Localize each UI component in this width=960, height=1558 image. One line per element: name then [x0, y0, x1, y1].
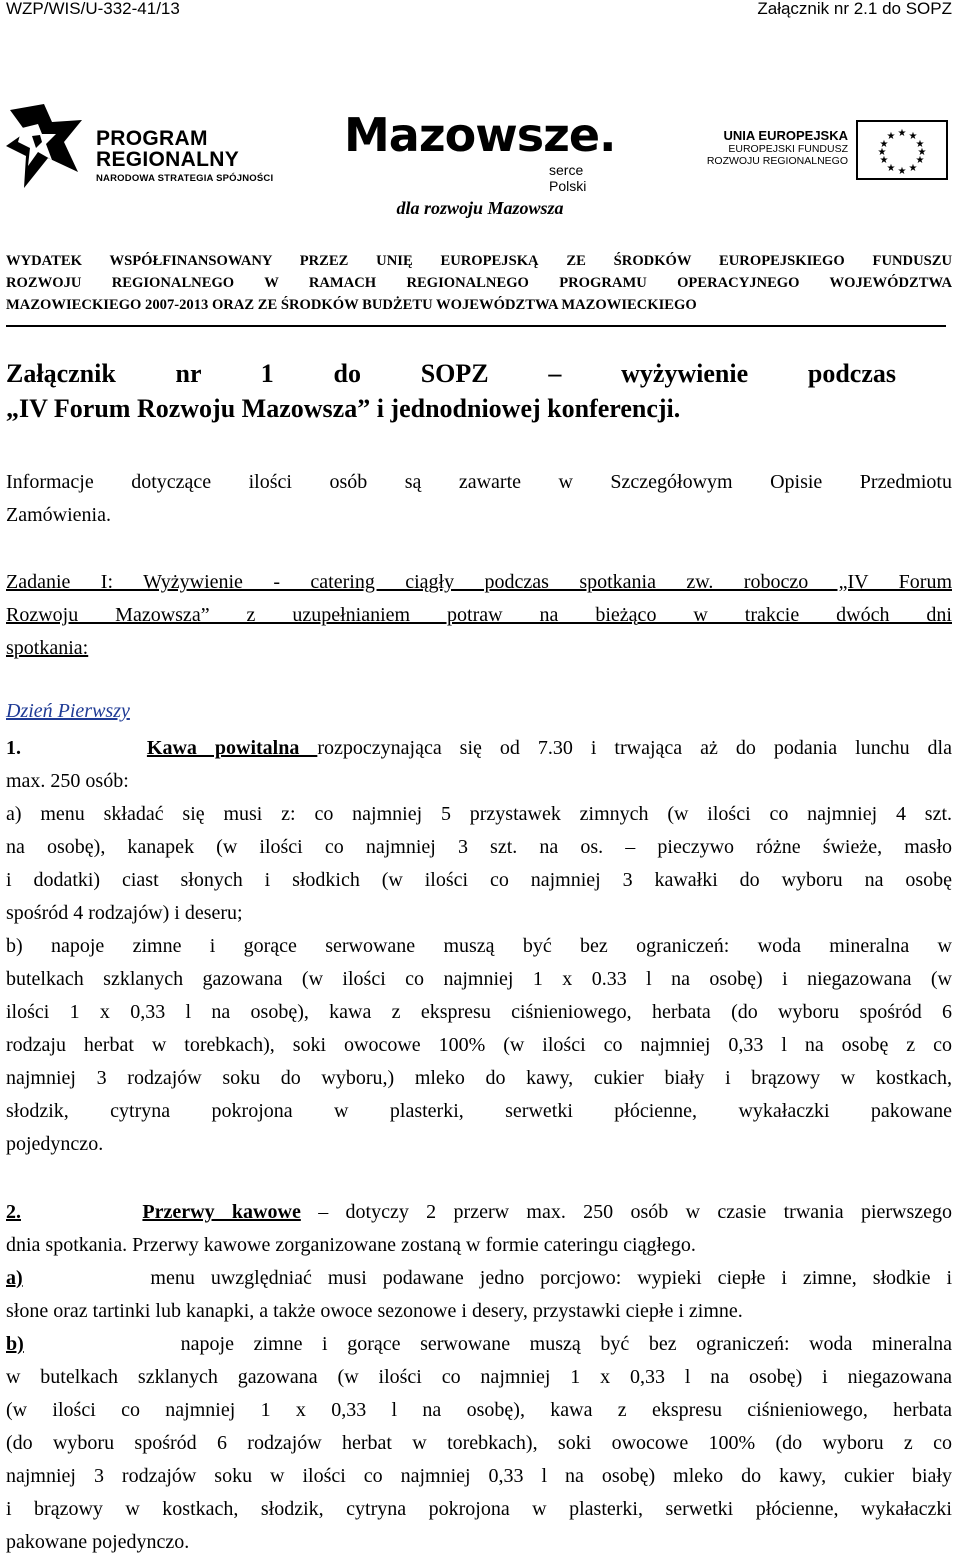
divider — [6, 325, 946, 327]
list-item-b: b) napoje zimne i gorące serwowane muszą być bez ograniczeń: woda mineralna w — [6, 935, 952, 957]
svg-text:★: ★ — [908, 131, 918, 142]
svg-text:★: ★ — [915, 155, 925, 166]
svg-text:★: ★ — [879, 155, 889, 166]
logo-bar — [4, 98, 956, 194]
program-regionalny-text: PROGRAM REGIONALNY NARODOWA STRATEGIA SPÓJNOŚCI — [96, 127, 274, 184]
mazowsze-logo — [344, 108, 616, 194]
svg-text:★: ★ — [908, 163, 918, 174]
svg-text:★: ★ — [886, 131, 896, 142]
svg-text:★: ★ — [917, 147, 927, 158]
program-regionalny-emblem-icon — [4, 102, 88, 192]
document-title: Załącznik nr 1 do SOPZ – wyżywienie podczas „IV Forum Rozwoju Mazowsza” i jednodniowej konferencji. — [6, 359, 896, 423]
intro-paragraph: Informacje dotyczące ilości osób są zawarte w Szczegółowym Opisie Przedmiotu Zamówienia. — [6, 471, 952, 526]
program-regionalny-logo — [4, 102, 299, 192]
eu-fund-text: UNIA EUROPEJSKA EUROPEJSKI FUNDUSZ ROZWOJU REGIONALNEGO — [706, 128, 848, 167]
task-title: Zadanie I: Wyżywienie - catering ciągły podczas spotkania zw. roboczo „IV Forum Rozwoju Mazowsza” z uzupełnianiem potraw na bieżąco w trakcie dwóch dni spotkania: — [6, 571, 952, 659]
document-header — [6, 0, 952, 20]
svg-text:★: ★ — [897, 166, 907, 177]
funding-line: ROZWOJU REGIONALNEGO W RAMACH REGIONALNEGO PROGRAMU OPERACYJNEGO WOJEWÓDZTWA — [6, 275, 952, 291]
list-item-a: a) menu składać się musi z: co najmniej 5 przystawek zimnych (w ilości co najmniej 4 szt. — [6, 803, 952, 825]
item-coffee-breaks: 2. Przerwy kawowe – dotyczy 2 przerw max. 250 osób w czasie trwania pierwszego dnia spotkania. Przerwy kawowe zorganizowane zostaną w formie cateringu ciągłego. a) menu uwzględniać musi podawane jedno porcjowo: wypieki ciepłe i zimne, słodkie i słone oraz tartinki lub kanapki, a także owoce sezonowe i desery, przystawki ciepłe i zimne. b) napoje zimne i gorące serwowane muszą być bez ograniczeń: woda mineralna w butelkach szklanych gazowana (w ilości co najmniej 1 x 0,33 l na osobę) i niegazowana (w ilości co najmniej 1 x 0,33 l na osobę), kawa z ekspresu ciśnieniowego, herbata (do wyboru spośród 6 rodzajów herbat w torebkach), soki owocowe 100% (do wyboru z co najmniej 3 rodzajów soku w ilości co najmniej 0,33 l na osobę) mleko do kawy, cukier biały i brązowy w kostkach, słodzik, cytryna pokrojona w plasterki, serwetki płócienne, wykałaczki pakowane pojedynczo. — [6, 1201, 953, 1553]
item-title: Kawa powitalna — [146, 737, 318, 759]
day-heading: Dzień Pierwszy — [6, 700, 130, 722]
svg-text:★: ★ — [877, 147, 887, 158]
list-item-b: b) napoje zimne i gorące serwowane muszą być bez ograniczeń: woda mineralna — [6, 1333, 952, 1355]
document-reference: WZP/WIS/U-332-41/13 — [6, 0, 180, 18]
item-welcome-coffee: 1. Kawa powitalna rozpoczynająca się od 7.30 i trwająca aż do podania lunchu dla max. 250 osób: a) menu składać się musi z: co najmniej 5 przystawek zimnych (w ilości co najmniej 4 szt. na osobę), kanapek (w ilości co najmniej 3 szt. na os. – pieczywo różne świeże, masło i dodatki) ciast słonych i słodkich (w ilości co najmniej 3 kawałki do wyboru na osobę spośród 4 rodzajów) i deseru; b) napoje zimne i gorące serwowane muszą być bez ograniczeń: woda mineralna w butelkach szklanych gazowana (w ilości co najmniej 1 x 0.33 l na osobę) i niegazowana (w ilości 1 x 0,33 l na osobę), kawa z ekspresu ciśnieniowego, herbata (do wyboru spośród 6 rodzaju herbat w torebkach), soki owocowe 100% (w ilości co najmniej 0,33 l na osobę z co najmniej 3 rodzajów soku do wyboru,) mleko do kawy, cukier biały i brązowy w kostkach, słodzik, cytryna pokrojona w plasterki, serwetki płócienne, wykałaczki pakowane pojedynczo. — [6, 737, 952, 1155]
item-number: 2. — [6, 1201, 21, 1223]
mazowsze-tagline: serce Polski — [549, 162, 587, 194]
svg-text:★: ★ — [897, 128, 907, 139]
svg-text:★: ★ — [915, 139, 925, 150]
mazowsze-wordmark: Mazowsze. — [344, 108, 616, 162]
svg-text:★: ★ — [879, 139, 889, 150]
item-title: Przerwy kawowe — [142, 1201, 301, 1223]
attachment-label: Załącznik nr 2.1 do SOPZ — [757, 0, 952, 18]
list-item-a: a) menu uwzględniać musi podawane jedno porcjowo: wypieki ciepłe i zimne, słodkie i — [6, 1267, 952, 1289]
funding-line: WYDATEK WSPÓŁFINANSOWANY PRZEZ UNIĘ EUROPEJSKĄ ZE ŚRODKÓW EUROPEJSKIEGO FUNDUSZU — [6, 253, 952, 269]
motto: dla rozwoju Mazowsza — [396, 198, 564, 218]
funding-line: MAZOWIECKIEGO 2007-2013 ORAZ ZE ŚRODKÓW BUDŻETU WOJEWÓDZTWA MAZOWIECKIEGO — [6, 297, 697, 313]
eu-flag-icon — [856, 120, 948, 180]
funding-statement — [6, 250, 952, 316]
svg-text:★: ★ — [886, 163, 896, 174]
item-number: 1. — [6, 737, 21, 759]
